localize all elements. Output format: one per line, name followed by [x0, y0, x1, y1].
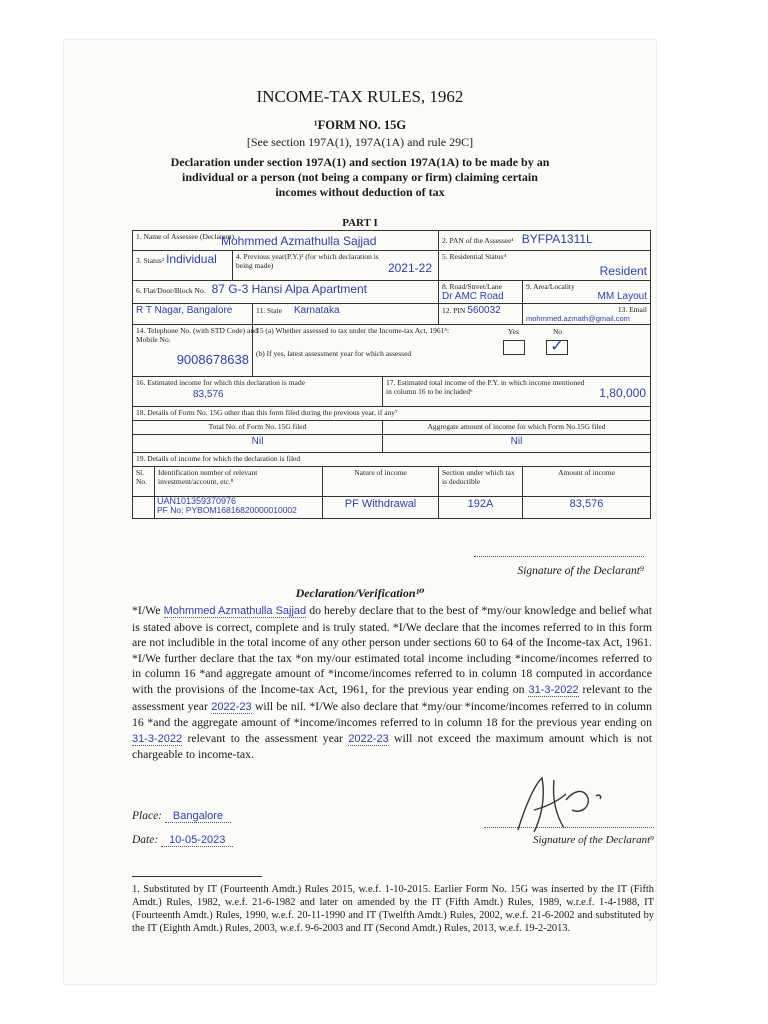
col-header-amount	[523, 467, 651, 497]
pin-cell[interactable]	[439, 304, 523, 325]
road-label: 8. Road/Street/Lane	[442, 282, 502, 291]
est-income-value[interactable]: 83,576	[193, 389, 224, 400]
road-value[interactable]: Dr AMC Road	[442, 291, 504, 302]
declarant-signature-line-1: Signature of the Declarant⁹	[474, 556, 644, 577]
ay-field-1[interactable]: 2022-23	[211, 700, 252, 713]
details-other-label: 18. Details of Form No. 15G other than this form filed during the previous year, if any⁷	[136, 408, 398, 417]
phone-label: 14. Telephone No. (with STD Code) and Mobile No.	[136, 326, 258, 344]
col-section-label: Section under which tax is deductible	[442, 468, 515, 486]
est-total-value[interactable]: 1,80,000	[599, 386, 647, 400]
email-cell[interactable]	[523, 304, 651, 325]
date-label: Date:	[132, 834, 159, 846]
row-nature[interactable]	[323, 497, 439, 519]
state-cell[interactable]	[253, 304, 439, 325]
state-label: 11. State	[256, 306, 282, 315]
row-id[interactable]	[155, 497, 323, 519]
iwe-text: *I/We	[132, 603, 161, 617]
state-value[interactable]: Karnataka	[293, 305, 340, 316]
assessed-cell	[253, 325, 651, 377]
no-checkbox[interactable]: ✓	[546, 340, 568, 355]
row-section-value: 192A	[467, 498, 494, 510]
row-amount-value: 83,576	[569, 498, 604, 510]
place-label: Place:	[132, 810, 163, 822]
name-label: 1. Name of Assessee (Declarant)	[136, 232, 235, 241]
date-row	[132, 834, 233, 846]
est-income-cell[interactable]	[133, 377, 383, 407]
part-heading: PART I	[342, 217, 378, 229]
town-cell[interactable]	[133, 304, 253, 325]
verification-heading: Declaration/Verification¹⁰	[295, 586, 425, 600]
row-uan-value: UAN101359370976	[157, 496, 237, 506]
latest-year-label: (b) If yes, latest assessment year for which assessed	[256, 349, 412, 358]
flat-label: 6. Flat/Door/Block No.	[136, 286, 206, 295]
place-row	[132, 810, 231, 822]
verification-text-1: do hereby declare that to the best of *my/our knowledge and belief what is stated above is correct, complete and is truly stated. *I/We declare that the incomes referred to in this form are not includible in the total income of any other person under sections 60 to 64 of the Income-tax Act, 1961. *I/We further declare that the tax *on my/our estimated total income including *income/incomes referred to in column 16 *and aggregate amount of *income/incomes referred to in column 18 computed in accordance with the provisions of the Income-tax Act, 1961, for the previous year ending on	[132, 603, 653, 696]
verification-paragraph	[132, 603, 652, 763]
status-cell[interactable]	[133, 251, 233, 281]
col-header-sl	[133, 467, 155, 497]
pan-value[interactable]: BYFPA1311L	[521, 232, 593, 246]
email-value[interactable]: mohmmed.azmath@gmail.com	[526, 314, 630, 323]
pan-cell[interactable]	[439, 231, 651, 251]
pan-label: 2. PAN of the Assessee¹	[442, 236, 514, 245]
area-value[interactable]: MM Layout	[597, 291, 648, 302]
py-end-field-2[interactable]: 31-3-2022	[132, 732, 183, 745]
yes-label: Yes	[508, 327, 519, 336]
col-amount-label: Amount of income	[558, 468, 615, 477]
col-id-label: Identification number of relevant investment/account, etc.⁸	[158, 468, 258, 486]
total-forms-cell[interactable]	[133, 435, 383, 453]
email-label: 13. Email	[617, 305, 648, 314]
pin-label: 12. PIN	[442, 306, 466, 315]
est-income-label: 16. Estimated income for which this declaration is made	[136, 378, 305, 387]
assessed-label: 15 (a) Whether assessed to tax under the Income-tax Act, 1961⁵:	[256, 326, 450, 335]
aggregate-label: Aggregate amount of income for which Form No.15G filed	[427, 422, 606, 431]
area-cell[interactable]	[523, 281, 651, 304]
details-income-label: 19. Details of income for which the declaration is filed	[136, 454, 301, 463]
details-income-cell	[133, 453, 651, 467]
phone-value[interactable]: 9008678638	[176, 352, 249, 367]
declarant-signature-line-2: Signature of the Declarant⁹	[484, 827, 654, 846]
footnote-divider	[132, 876, 262, 877]
aggregate-cell[interactable]	[383, 435, 651, 453]
form-number: ¹FORM NO. 15G	[313, 118, 407, 132]
total-forms-header	[133, 421, 383, 435]
name-value[interactable]: Mohmmed Azmathulla Sajjad	[221, 234, 377, 248]
aggregate-header	[383, 421, 651, 435]
road-cell[interactable]	[439, 281, 523, 304]
total-forms-label: Total No. of Form No. 15G filed	[208, 422, 307, 431]
col-sl-label: Sl. No.	[136, 468, 148, 486]
verification-text-2: relevant to the assessment year	[132, 681, 652, 713]
verification-text-4: relevant to the assessment year	[187, 730, 343, 745]
col-nature-label: Nature of income	[354, 468, 407, 477]
ay-field-2[interactable]: 2022-23	[348, 732, 389, 745]
section-reference: [See section 197A(1), 197A(1A) and rule 29C]	[246, 135, 474, 149]
residential-cell[interactable]	[439, 251, 651, 281]
yes-checkbox[interactable]	[503, 340, 525, 355]
form-table	[132, 230, 651, 519]
name-cell[interactable]	[133, 231, 439, 251]
pin-value[interactable]: 560032	[467, 305, 501, 316]
row-sl[interactable]	[133, 497, 155, 519]
col-header-nature	[323, 467, 439, 497]
row-section[interactable]	[439, 497, 523, 519]
details-other-cell	[133, 407, 651, 421]
total-forms-value[interactable]: Nil	[251, 436, 264, 447]
status-label: 3. Status²	[136, 256, 165, 265]
row-pf-value: PF No: PYBOM16816820000010002	[157, 505, 297, 515]
form-page	[64, 40, 656, 984]
flat-cell[interactable]	[133, 281, 439, 304]
prev-year-value[interactable]: 2021-22	[387, 261, 432, 275]
est-total-label: 17. Estimated total income of the P.Y. in which income mentioned in column 16 to be included⁶	[386, 378, 585, 396]
verification-text-5: will not exceed the maximum amount which is not chargeable to income-tax.	[132, 730, 653, 762]
place-value[interactable]: Bangalore	[165, 810, 231, 823]
est-total-cell[interactable]	[383, 377, 651, 407]
aggregate-value[interactable]: Nil	[510, 436, 523, 447]
py-end-field-1[interactable]: 31-3-2022	[528, 683, 579, 696]
declarant-name-field[interactable]: Mohmmed Azmathulla Sajjad	[163, 605, 307, 617]
col-header-section	[439, 467, 523, 497]
town-value[interactable]: R T Nagar, Bangalore	[136, 305, 233, 316]
footnote: 1. Substituted by IT (Fourteenth Amdt.) Rules 2015, w.e.f. 1-10-2015. Earlier Form No. 15G was inserted by the IT (Fifth Amdt.) Rules, 1982, w.e.f. 21-6-1982 and later on amended by the IT (Fifth Amdt.) Rules, 1989, w.r.e.f. 1-4-1988, IT (Fourteenth Amdt.) Rules, 1990, w.e.f. 20-11-1990 and IT (Twelfth Amdt.) Rules, 2002, w.e.f. 21-6-2002 and substituted by the IT (Eighth Amdt.) Rules, 2003, w.e.f. 9-6-2003 and IT (Second Amdt.) Rules, 2013, w.e.f. 19-2-2013.	[132, 884, 654, 934]
date-value[interactable]: 10-05-2023	[161, 834, 233, 847]
residential-label: 5. Residential Status⁴	[442, 252, 507, 261]
row-nature-value: PF Withdrawal	[344, 498, 417, 510]
status-value[interactable]: Individual	[166, 252, 217, 266]
flat-value[interactable]: 87 G-3 Hansi Alpa Apartment	[211, 282, 368, 296]
area-label: 9. Area/Locality	[526, 282, 575, 291]
rules-title: INCOME-TAX RULES, 1962	[256, 87, 464, 106]
verification-text-3: will be nil. *I/We also declare that *my/our *income/incomes referred to in column 16 *and the aggregate amount of *income/incomes referred to in column 18 for the previous year ending on	[132, 698, 653, 730]
col-header-id	[155, 467, 323, 497]
row-amount[interactable]	[523, 497, 651, 519]
no-label: No	[553, 327, 563, 336]
residential-value[interactable]: Resident	[599, 264, 648, 278]
prev-year-cell[interactable]	[233, 251, 439, 281]
prev-year-label: 4. Previous year(P.Y.)³ (for which declaration is being made)	[236, 252, 379, 270]
declaration-title: Declaration under section 197A(1) and section 197A(1A) to be made by an individual or a person (not being a company or firm) claiming certain incomes without deduction of tax	[170, 155, 550, 199]
phone-cell[interactable]	[133, 325, 258, 377]
table-row	[133, 497, 651, 519]
